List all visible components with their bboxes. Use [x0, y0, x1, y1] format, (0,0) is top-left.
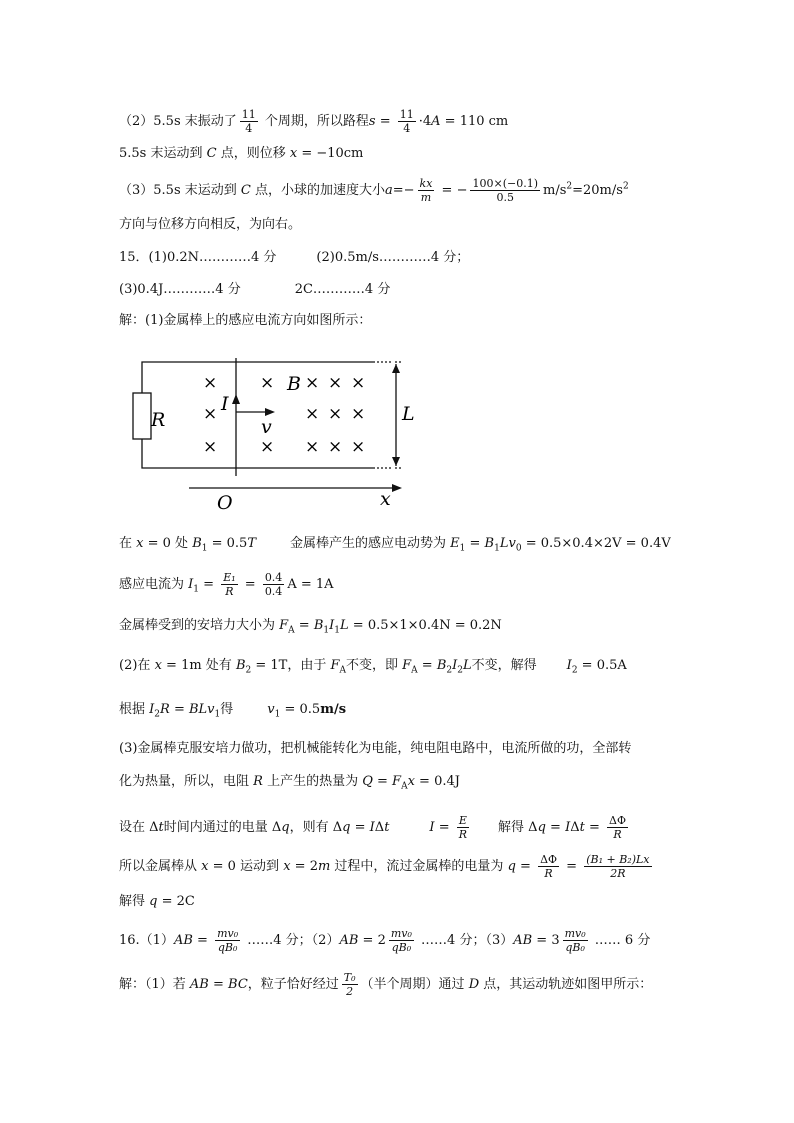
fraction: $\frac{\text{E₁}}{R}$ — [223, 571, 236, 598]
fraction: $\frac{kx}{m}$ — [419, 177, 433, 204]
cross: × — [328, 373, 343, 393]
answer-14-2-line: （2）5.5s 末振动了 $\frac{11}{4}$ 个周期，所以路程s = $\frac{11}{4}$ ·4A = 110 cm — [119, 108, 509, 135]
fraction: $\frac{\Delta\Phi}{R}$ — [540, 853, 558, 880]
cross: × — [305, 373, 320, 393]
magnetic-field-crosses — [203, 373, 365, 457]
cross: × — [260, 437, 275, 457]
fraction: $\frac{\text{(B₁ + B₂)Lx}}{2R}$ — [586, 853, 650, 880]
label-L: L — [402, 403, 415, 425]
circuit-figure — [125, 350, 425, 520]
total-charge-line: 所以金属棒从 x = 0 运动到 x = 2m 过程中，流过金属棒的电量为 q = $\frac{\Delta\Phi}{R}$ = $\frac{\text{(B₁ + B₂)Lx}}{2R}$ — [119, 853, 650, 880]
fraction: $\frac{11}{4}$ — [241, 108, 256, 135]
label-R: R — [151, 409, 166, 431]
resistor-symbol — [133, 393, 151, 439]
fraction: $\frac{\text{mv₀}}{\text{qB₀}}$ — [564, 927, 586, 954]
direction-line: 方向与位移方向相反，为向右。 — [119, 217, 302, 232]
cross: × — [203, 373, 218, 393]
answer-15-line-1: 15．(1)0.2N…………4 分 (2)0.5m/s…………4 分； — [119, 250, 470, 265]
answer-16-line: 16.（1）AB = $\frac{\text{mv₀}}{\text{qB₀}}$ ……4 分；（2）AB = 2 $\frac{\text{mv₀}}{\text{qB₀}}$ ……4 分；（3）AB = 3 $\frac{\text{mv₀}}{\text{qB₀}}$ …… 6 分 — [119, 927, 651, 954]
cross: × — [203, 437, 218, 457]
cross: × — [305, 437, 320, 457]
fraction: $\frac{\Delta\Phi}{R}$ — [609, 814, 626, 841]
velocity-line: 根据 $I_2R = BLv_1$得 $v_1 = 0.5m/s$ — [119, 702, 347, 720]
fraction: $\frac{100\times(-0.1)}{0.5}$ — [472, 177, 538, 204]
cross: × — [260, 373, 275, 393]
fraction: $\frac{\text{mv₀}}{\text{qB₀}}$ — [390, 927, 412, 954]
cross: × — [351, 373, 366, 393]
part-3-line-2: 化为热量，所以，电阻 R 上产生的热量为 $Q = F_Ax = 0.4J$ — [119, 774, 460, 792]
cross: × — [351, 437, 366, 457]
part-2-line: (2)在 x = 1m 处有 $B_2 = 1T$，由于 $F_A$不变，即 $F_A = B_2I_2L$不变，解得 $I_2 = 0.5A$ — [119, 658, 627, 676]
label-v: v — [261, 416, 272, 438]
answer-14-3-line: （3）5.5s 末运动到 C 点，小球的加速度大小a=− $\frac{kx}{m}$ = − $\frac{100\times(-0.1)}{0.5}$ $m/s^2=20m/s^2$ — [119, 177, 629, 204]
ampere-force-line: 金属棒受到的安培力大小为 $F_A = B_1I_1L = 0.5\times 1\times 0.4N = 0.2N$ — [119, 618, 502, 636]
current-line: 感应电流为 $I_1$ = $\frac{\text{E₁}}{R}$ = $\frac{0.4}{0.4}$ A = 1A — [119, 571, 334, 598]
label-x: x — [380, 488, 391, 510]
cross: × — [203, 404, 218, 424]
fraction: $\frac{0.4}{0.4}$ — [264, 571, 283, 598]
fraction: $\frac{11}{4}$ — [399, 108, 414, 135]
displacement-line: 5.5s 末运动到 C 点，则位移 x = −10cm — [119, 146, 364, 161]
fraction: $\frac{\text{mv₀}}{\text{qB₀}}$ — [217, 927, 239, 954]
label-B: B — [287, 373, 301, 395]
answer-15-line-2: (3)0.4J…………4 分 2C…………4 分 — [119, 282, 391, 297]
cross: × — [351, 404, 366, 424]
fraction: $\frac{E}{R}$ — [458, 814, 468, 841]
label-O: O — [217, 492, 233, 514]
label-I: I — [221, 393, 229, 415]
width-arrow-top-icon — [392, 364, 400, 373]
solution-intro: 解：(1)金属棒上的感应电流方向如图所示： — [119, 313, 372, 328]
fraction: $\frac{\text{T₀}}{2}$ — [343, 971, 356, 998]
answer-16-solution-line: 解：（1）若 AB = BC，粒子恰好经过 $\frac{\text{T₀}}{2}$ （半个周期）通过 D 点，其运动轨迹如图甲所示： — [119, 971, 653, 998]
charge-line: 设在 Δt时间内通过的电量 Δq，则有 Δq = IΔt I = $\frac{E}{R}$ 解得 Δq = IΔt = $\frac{\Delta\Phi}{R}$ — [119, 814, 626, 841]
emf-line: 在 x = 0 处 $B_1 = 0.5T$ 金属棒产生的感应电动势为 $E_1 = B_1Lv_0 = 0.5\times 0.4\times 2V = 0.4V$ — [119, 536, 671, 554]
result-q-line: 解得 q = 2C — [119, 894, 195, 909]
cross: × — [328, 437, 343, 457]
width-arrow-bottom-icon — [392, 457, 400, 466]
part-3-line-1: (3)金属棒克服安培力做功，把机械能转化为电能，纯电阻电路中，电流所做的功，全部转 — [119, 741, 632, 756]
cross: × — [305, 404, 320, 424]
cross: × — [328, 404, 343, 424]
axis-arrow-icon — [392, 484, 402, 492]
current-arrow-icon — [232, 394, 240, 404]
velocity-arrow-icon — [265, 408, 275, 416]
